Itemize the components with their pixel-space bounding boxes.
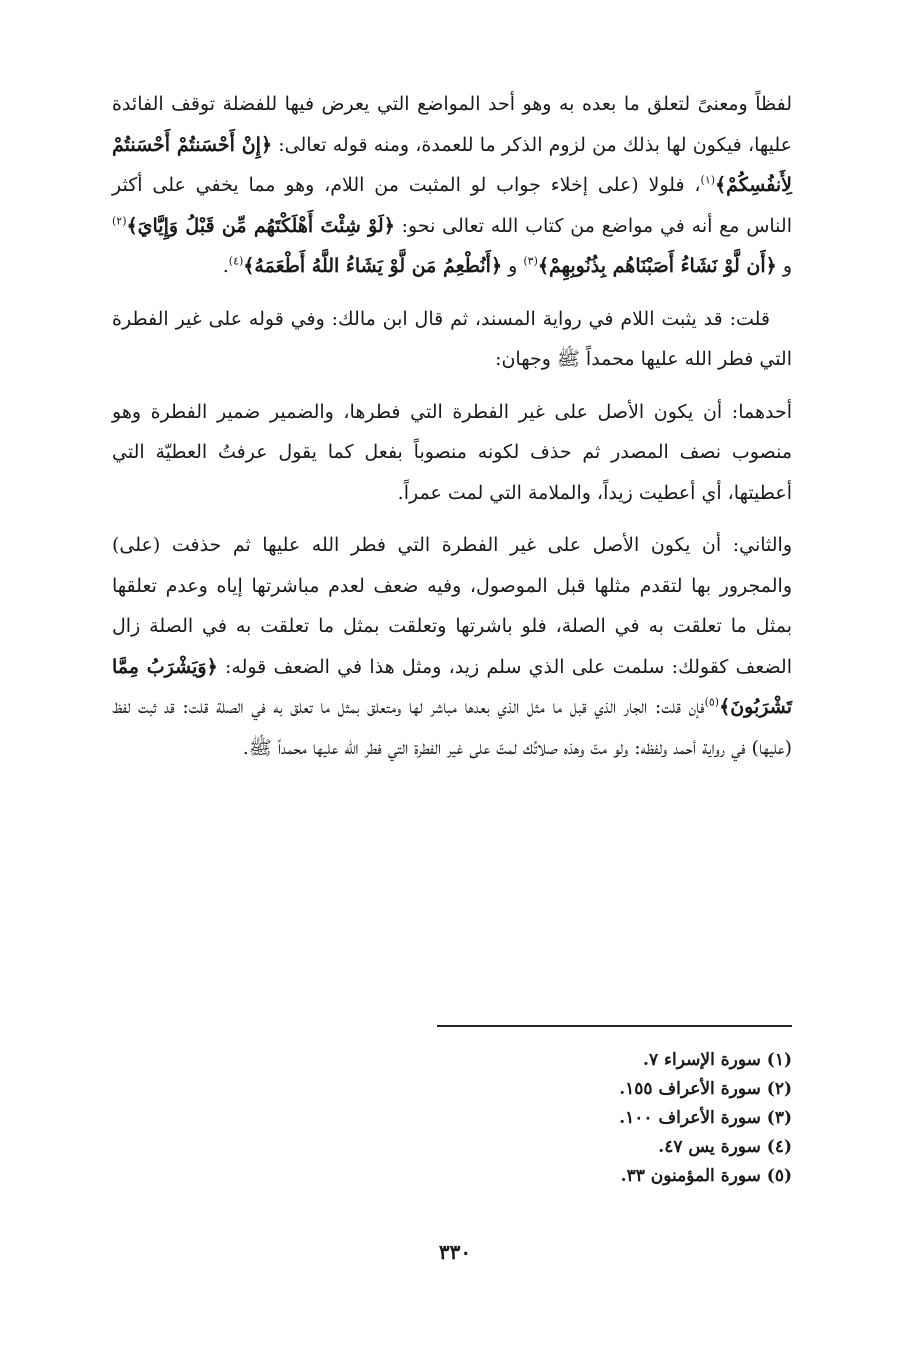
- footnote-item: (٣) سورة الأعراف ١٠٠.: [619, 1108, 792, 1128]
- footnotes-list: [392, 1046, 792, 1191]
- footnote-item: (١) سورة الإسراء ٧.: [643, 1050, 792, 1070]
- footnote-item: (٥) سورة المؤمنون ٣٣.: [620, 1166, 792, 1186]
- quran-verse: ﴿أَن لَّوْ نَشَاءُ أَصَبْنَاهُم بِذُنُوبِهِمْ﴾: [537, 255, 777, 277]
- paragraph-text: والثاني: أن يكون الأصل على غير الفطرة التي فطر الله عليها ثم حذفت (على) والمجرور بها لتقدم مثلها قبل الموصول، وفيه ضعف لعدم مباشرتها إياه وعدم تعلقها بمثل ما تعلقت به في الصلة، فلو باشرتها وتعلقت بمثل ما تعلقت به في الصلة زال الضعف كقولك: سلمت على الذي سلم زيد، ومثل هذا في الضعف قوله:: [112, 534, 793, 678]
- paragraph-text: لفظاً ومعنىً لتعلق ما بعده به وهو أحد المواضع التي يعرض فيها للفضلة توقف الفائدة عليها، فيكون لها بذلك من لزوم الذكر ما للعمدة، ومنه قوله تعالى:: [112, 93, 792, 156]
- quran-verse: ﴿أَنُطْعِمُ مَن لَّوْ يَشَاءُ اللَّهُ أَطْعَمَهُ﴾: [243, 255, 503, 277]
- footnote-marker: (٣): [523, 254, 538, 268]
- footnote-marker: (٥): [704, 695, 720, 709]
- paragraph: [112, 525, 792, 768]
- paragraph: [112, 84, 792, 287]
- quran-verse: ﴿إِنْ أَحْسَنتُمْ أَحْسَنتُمْ لِأَنفُسِكُمْ﴾: [112, 133, 792, 196]
- quran-verse: ﴿لَوْ شِئْتَ أَهْلَكْتَهُم مِّن قَبْلُ وَإِيَّايَ﴾: [126, 214, 395, 237]
- paragraph: [112, 392, 792, 514]
- paragraph-text: فإن قلت: الجار الذي قبل ما مثل الذي بعدها مباشر لها ومتعلق بمثل ما تعلق به في الصلة قلت: قد ثبت لفظ (عليها) في رواية أحمد ولفظه: ولو متّ وهذه صلاتُك لمتّ على غير الفطرة التي فطر الله عليها محمداً ﷺ.: [112, 696, 792, 759]
- main-text: [112, 84, 792, 768]
- footnote-divider: [437, 1025, 792, 1027]
- footnote-marker: (١): [700, 173, 716, 187]
- footnote-marker: (٢): [112, 214, 127, 228]
- footnote-item: (٢) سورة الأعراف ١٥٥.: [619, 1079, 792, 1099]
- paragraph-text: ، فلولا (على إخلاء جواب لو المثبت من اللام، وهو مما يخفي على أكثر الناس مع أنه في مواضع من كتاب الله تعالى نحو:: [112, 174, 792, 237]
- quran-verse: ﴿وَيَشْرَبُ مِمَّا تَشْرَبُونَ﴾: [112, 655, 792, 718]
- footnote-item: (٤) سورة يس ٤٧.: [658, 1137, 792, 1157]
- paragraph: [112, 299, 792, 380]
- footnote-marker: (٤): [228, 254, 244, 268]
- paragraph-text: .: [222, 255, 229, 277]
- paragraph-text: قلت: قد يثبت اللام في رواية المسند، ثم قال ابن مالك: وفي قوله على غير الفطرة التي فطر الله عليها محمداً ﷺ وجهان:: [112, 307, 792, 370]
- paragraph-text: و: [776, 255, 792, 277]
- paragraph-text: أحدهما: أن يكون الأصل على غير الفطرة التي فطرها، والضمير ضمير الفطرة وهو منصوب نصف المصدر ثم حذف لكونه منصوباً بفعل كما يقول عرفتُ العطيّة التي أعطيتها، أي أعطيت زيداً، والملامة التي لمت عمراً.: [112, 400, 792, 504]
- page-number: ٣٣٠: [438, 1240, 472, 1264]
- paragraph-text: و: [502, 255, 524, 277]
